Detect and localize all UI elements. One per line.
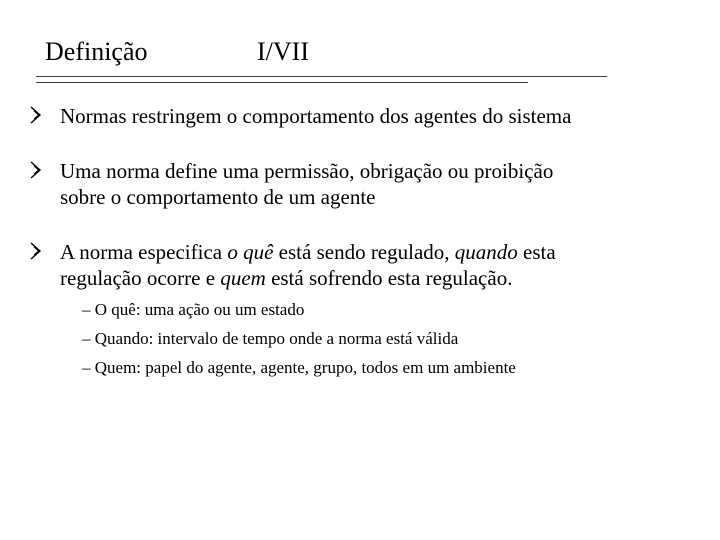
bullet-item <box>52 158 692 210</box>
bullet-item <box>52 103 692 129</box>
emphasis-who: quem <box>220 266 266 290</box>
emphasis-when: quando <box>454 240 518 264</box>
arrow-right-icon <box>30 160 42 180</box>
slide-title <box>45 36 309 68</box>
page-counter: I/VII <box>257 37 309 66</box>
text-run: regulação ocorre e <box>60 266 221 290</box>
text-run: A norma especifica <box>60 240 228 264</box>
text-run: esta <box>517 240 556 264</box>
text-run: está sofrendo esta regulação. <box>265 266 513 290</box>
bullet-text-line: Uma norma define uma permissão, obrigação ou proibição <box>60 159 554 183</box>
bullet-text-line: sobre o comportamento de um agente <box>60 185 376 209</box>
bullet-item <box>52 239 692 382</box>
emphasis-what: o quê <box>227 240 274 264</box>
sub-item: – O quê: uma ação ou um estado <box>82 300 305 319</box>
sub-list <box>60 295 692 382</box>
sub-item: – Quem: papel do agente, agente, grupo, todos em um ambiente <box>82 358 516 377</box>
title-divider-bottom <box>36 82 528 83</box>
arrow-right-icon <box>30 105 42 125</box>
arrow-right-icon <box>30 241 42 261</box>
title-divider-top <box>36 76 607 77</box>
bullet-text-line <box>60 239 692 265</box>
bullet-text-line <box>60 265 692 291</box>
title-text: Definição <box>45 37 148 66</box>
bullet-list <box>52 103 692 411</box>
bullet-text: Normas restringem o comportamento dos agentes do sistema <box>60 104 572 128</box>
sub-item: – Quando: intervalo de tempo onde a norma está válida <box>82 329 459 348</box>
text-run: está sendo regulado, <box>273 240 455 264</box>
